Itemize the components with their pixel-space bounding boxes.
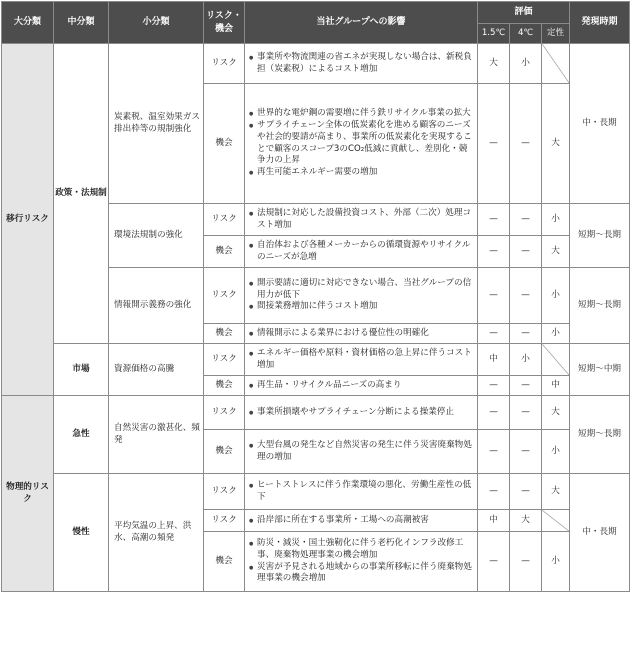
eval-4c: — xyxy=(510,268,542,324)
timing-env-regulation: 短期～長期 xyxy=(570,204,630,268)
eval-1-5c: — xyxy=(478,268,510,324)
middle-market: 市場 xyxy=(54,344,109,396)
eval-1-5c: — xyxy=(478,376,510,396)
climate-risk-table xyxy=(1,1,630,592)
major-physical-risk: 物理的リスク xyxy=(2,396,54,592)
impact-bullet: ● 大型台風の発生など自然災害の発生に伴う災害廃棄物処理の増加 xyxy=(249,440,474,463)
risk-opportunity-type: 機会 xyxy=(204,324,245,344)
eval-qualitative: 大 xyxy=(542,474,570,510)
minor-climate-change: 平均気温の上昇、洪水、高潮の頻発 xyxy=(109,474,204,592)
eval-1-5c: — xyxy=(478,204,510,236)
eval-1-5c: — xyxy=(478,430,510,474)
header-evaluation: 評価 xyxy=(478,2,570,24)
header-risk-opportunity: リスク・機会 xyxy=(204,2,245,44)
eval-1-5c: 中 xyxy=(478,510,510,532)
header-minor: 小分類 xyxy=(109,2,204,44)
impact-bullet: ● 開示要請に適切に対応できない場合、当社グループの信用力が低下 xyxy=(249,278,474,301)
risk-opportunity-type: 機会 xyxy=(204,376,245,396)
impact-description xyxy=(245,510,478,532)
risk-opportunity-type: 機会 xyxy=(204,236,245,268)
timing-natural-disaster: 短期～長期 xyxy=(570,396,630,474)
eval-4c: 小 xyxy=(510,44,542,84)
eval-4c: — xyxy=(510,236,542,268)
eval-qualitative: 小 xyxy=(542,532,570,592)
eval-1-5c: — xyxy=(478,84,510,204)
impact-description xyxy=(245,268,478,324)
impact-bullet: ● 再生品・リサイクル品ニーズの高まり xyxy=(249,380,474,392)
eval-qualitative xyxy=(542,344,570,376)
impact-description xyxy=(245,204,478,236)
impact-description xyxy=(245,44,478,84)
eval-4c: — xyxy=(510,474,542,510)
eval-qualitative: 小 xyxy=(542,204,570,236)
eval-4c: — xyxy=(510,396,542,430)
impact-description xyxy=(245,236,478,268)
timing-resource-price: 短期～中期 xyxy=(570,344,630,396)
impact-bullet: ● 法規制に対応した設備投資コスト、外部（二次）処理コスト増加 xyxy=(249,208,474,231)
impact-bullet: ● 世界的な電炉鋼の需要増に伴う鉄リサイクル事業の拡大 xyxy=(249,108,474,120)
eval-1-5c: — xyxy=(478,236,510,268)
eval-4c: — xyxy=(510,376,542,396)
impact-bullet: ● 事業所や物流関連の省エネが実現しない場合は、新税負担（炭素税）によるコスト増加 xyxy=(249,52,474,75)
impact-bullet: ● 再生可能エネルギー需要の増加 xyxy=(249,167,474,179)
header-timing: 発現時期 xyxy=(570,2,630,44)
eval-4c: 小 xyxy=(510,344,542,376)
impact-bullet: ● 沿岸部に所在する事業所・工場への高潮被害 xyxy=(249,515,474,527)
eval-qualitative: 小 xyxy=(542,324,570,344)
eval-qualitative: 小 xyxy=(542,430,570,474)
middle-acute: 急性 xyxy=(54,396,109,474)
timing-climate-change: 中・長期 xyxy=(570,474,630,592)
impact-description xyxy=(245,344,478,376)
risk-opportunity-type: リスク xyxy=(204,510,245,532)
eval-1-5c: — xyxy=(478,474,510,510)
impact-bullet: ● 間接業務増加に伴うコスト増加 xyxy=(249,301,474,313)
eval-1-5c: — xyxy=(478,324,510,344)
risk-opportunity-type: リスク xyxy=(204,344,245,376)
impact-bullet: ● ヒートストレスに伴う作業環境の悪化、労働生産性の低下 xyxy=(249,480,474,503)
eval-1-5c: — xyxy=(478,532,510,592)
minor-carbon-tax: 炭素税、温室効果ガス排出枠等の規制強化 xyxy=(109,44,204,204)
header-qualitative: 定性 xyxy=(542,24,570,44)
eval-4c: — xyxy=(510,84,542,204)
impact-bullet: ● エネルギー価格や原料・資材価格の急上昇に伴うコスト増加 xyxy=(249,348,474,371)
major-transition-risk: 移行リスク xyxy=(2,44,54,396)
impact-description xyxy=(245,532,478,592)
header-middle: 中分類 xyxy=(54,2,109,44)
minor-env-regulation: 環境法規制の強化 xyxy=(109,204,204,268)
header-4c: 4℃ xyxy=(510,24,542,44)
eval-1-5c: 大 xyxy=(478,44,510,84)
eval-qualitative: 大 xyxy=(542,396,570,430)
risk-opportunity-type: リスク xyxy=(204,396,245,430)
middle-policy-regulation: 政策・法規制 xyxy=(54,44,109,344)
eval-4c: — xyxy=(510,204,542,236)
risk-opportunity-type: リスク xyxy=(204,268,245,324)
eval-4c: 大 xyxy=(510,510,542,532)
eval-qualitative: 大 xyxy=(542,84,570,204)
eval-1-5c: 中 xyxy=(478,344,510,376)
risk-opportunity-type: 機会 xyxy=(204,532,245,592)
impact-description xyxy=(245,430,478,474)
eval-qualitative xyxy=(542,44,570,84)
risk-opportunity-type: リスク xyxy=(204,44,245,84)
minor-natural-disaster: 自然災害の激甚化、頻発 xyxy=(109,396,204,474)
impact-bullet: ● サプライチェーン全体の低炭素化を進める顧客のニーズや社会的要請が高まり、事業所の低炭素化を実現することで顧客のスコープ3のCO₂低減に貢献し、差別化・競争力の上昇 xyxy=(249,120,474,167)
eval-4c: — xyxy=(510,324,542,344)
risk-opportunity-type: リスク xyxy=(204,474,245,510)
eval-4c: — xyxy=(510,430,542,474)
eval-qualitative: 中 xyxy=(542,376,570,396)
impact-bullet: ● 自治体および各種メーカーからの循環資源やリサイクルのニーズが急増 xyxy=(249,240,474,263)
eval-1-5c: — xyxy=(478,396,510,430)
middle-chronic: 慢性 xyxy=(54,474,109,592)
impact-bullet: ● 災害が予見される地域からの事業所移転に伴う廃棄物処理事業の機会増加 xyxy=(249,562,474,585)
impact-description xyxy=(245,84,478,204)
timing-carbon-tax: 中・長期 xyxy=(570,44,630,204)
risk-opportunity-type: 機会 xyxy=(204,84,245,204)
impact-bullet: ● 事業所損壊やサプライチェーン分断による操業停止 xyxy=(249,407,474,419)
impact-description xyxy=(245,396,478,430)
header-major: 大分類 xyxy=(2,2,54,44)
minor-resource-price: 資源価格の高騰 xyxy=(109,344,204,396)
impact-description xyxy=(245,324,478,344)
eval-4c: — xyxy=(510,532,542,592)
risk-opportunity-type: 機会 xyxy=(204,430,245,474)
header-impact: 当社グループへの影響 xyxy=(245,2,478,44)
timing-disclosure: 短期～長期 xyxy=(570,268,630,344)
risk-opportunity-type: リスク xyxy=(204,204,245,236)
eval-qualitative xyxy=(542,510,570,532)
impact-bullet: ● 防災・減災・国土強靭化に伴う老朽化インフラ改修工事、廃棄物処理事業の機会増加 xyxy=(249,538,474,561)
eval-qualitative: 小 xyxy=(542,268,570,324)
impact-description xyxy=(245,376,478,396)
impact-description xyxy=(245,474,478,510)
eval-qualitative: 大 xyxy=(542,236,570,268)
header-1-5c: 1.5℃ xyxy=(478,24,510,44)
minor-disclosure: 情報開示義務の強化 xyxy=(109,268,204,344)
impact-bullet: ● 情報開示による業界における優位性の明確化 xyxy=(249,328,474,340)
